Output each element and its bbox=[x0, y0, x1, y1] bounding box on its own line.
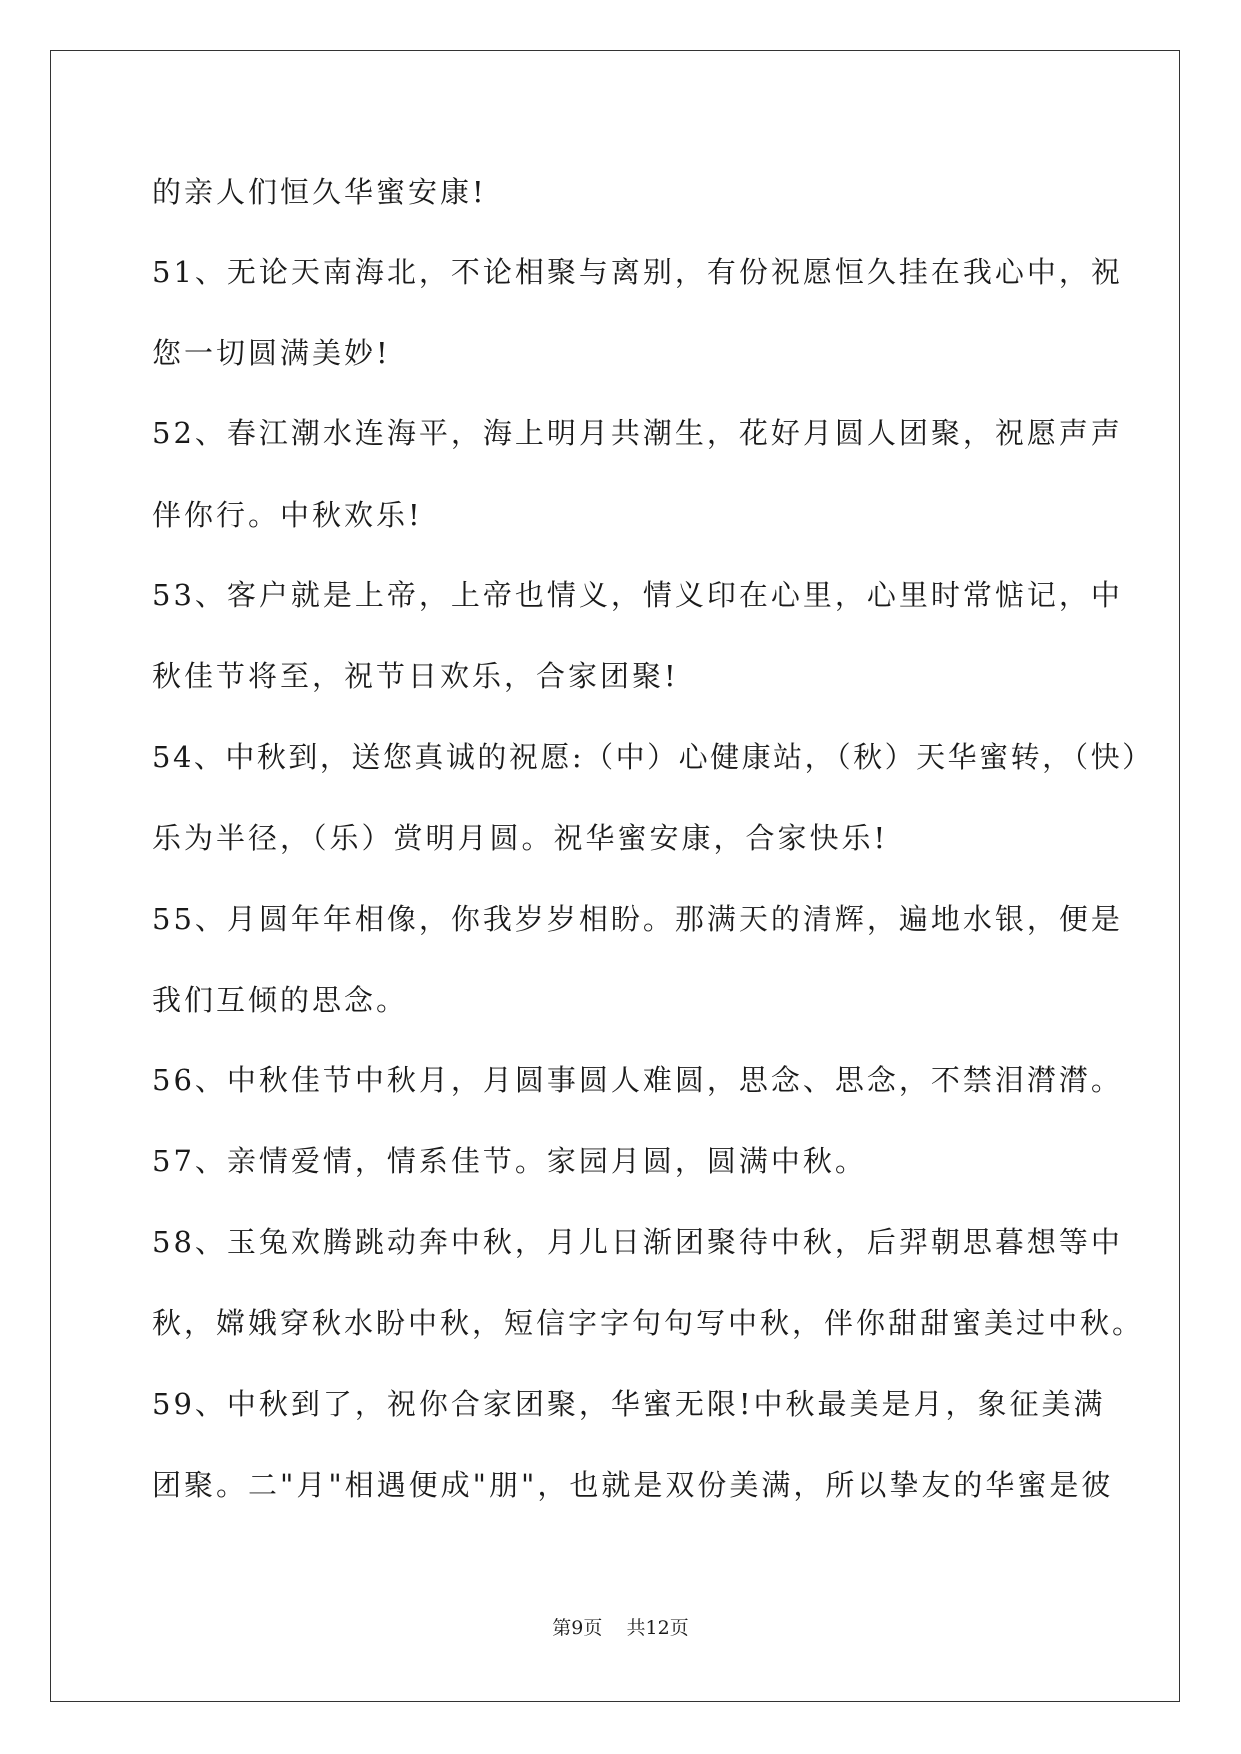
page-border bbox=[50, 50, 1180, 1702]
text-line: 53、客户就是上帝，上帝也情义，情义印在心里，心里时常惦记，中 bbox=[152, 578, 1123, 612]
text-line: 的亲人们恒久华蜜安康! bbox=[152, 175, 487, 209]
text-line: 乐为半径，（乐）赏明月圆。祝华蜜安康，合家快乐! bbox=[152, 821, 889, 855]
text-line: 52、春江潮水连海平，海上明月共潮生，花好月圆人团聚，祝愿声声 bbox=[152, 416, 1123, 450]
text-line: 54、中秋到，送您真诚的祝愿:（中）心健康站，（秋）天华蜜转，（快） bbox=[152, 740, 1154, 774]
text-line: 我们互倾的思念。 bbox=[152, 983, 409, 1017]
text-line: 58、玉兔欢腾跳动奔中秋，月儿日渐团聚待中秋，后羿朝思暮想等中 bbox=[152, 1225, 1123, 1259]
text-line: 57、亲情爱情，情系佳节。家园月圆，圆满中秋。 bbox=[152, 1144, 867, 1178]
page-footer: 第9页 共12页 bbox=[552, 1617, 689, 1639]
text-line: 56、中秋佳节中秋月，月圆事圆人难圆，思念、思念，不禁泪潸潸。 bbox=[152, 1063, 1123, 1097]
text-line: 秋佳节将至，祝节日欢乐，合家团聚! bbox=[152, 659, 679, 693]
text-line: 团聚。二"月"相遇便成"朋"，也就是双份美满，所以挚友的华蜜是彼 bbox=[152, 1468, 1114, 1502]
text-line: 51、无论天南海北，不论相聚与离别，有份祝愿恒久挂在我心中，祝 bbox=[152, 255, 1123, 289]
text-line: 您一切圆满美妙! bbox=[152, 336, 391, 370]
text-line: 55、月圆年年相像，你我岁岁相盼。那满天的清辉，遍地水银，便是 bbox=[152, 902, 1123, 936]
text-line: 秋，嫦娥穿秋水盼中秋，短信字字句句写中秋，伴你甜甜蜜美过中秋。 bbox=[152, 1306, 1145, 1340]
text-line: 伴你行。中秋欢乐! bbox=[152, 498, 423, 532]
text-line: 59、中秋到了，祝你合家团聚，华蜜无限!中秋最美是月，象征美满 bbox=[152, 1387, 1106, 1421]
